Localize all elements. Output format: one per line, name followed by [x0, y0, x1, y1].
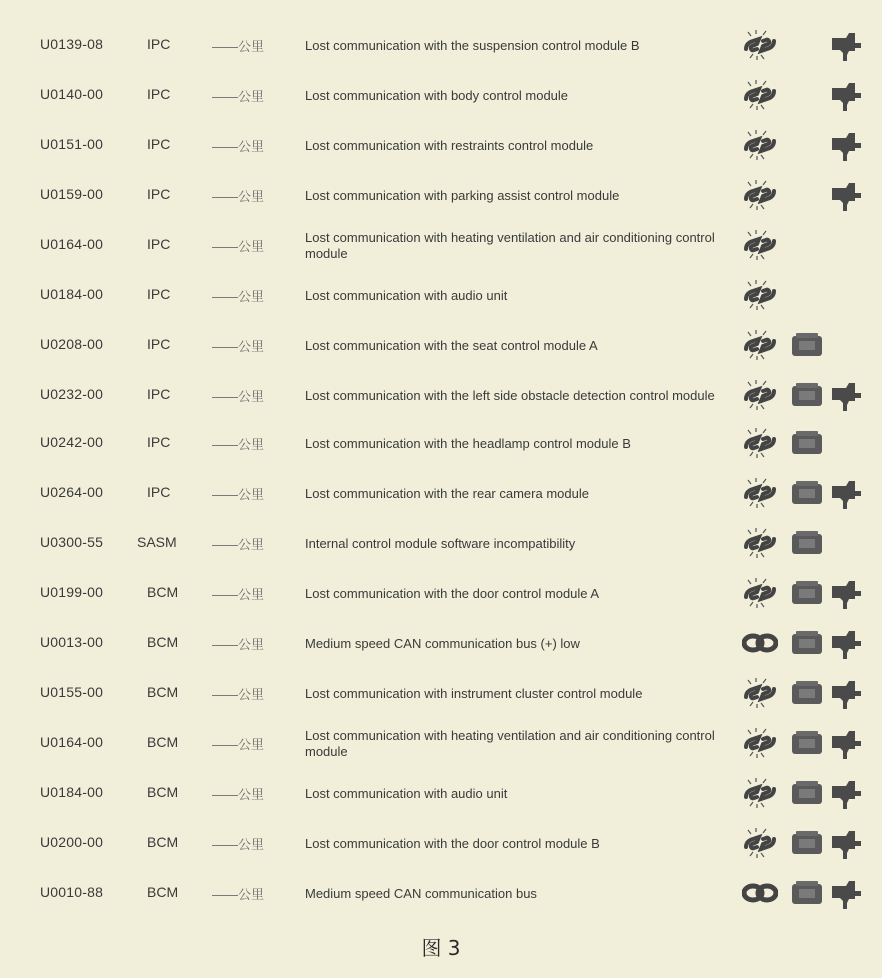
module-box-icon: [789, 627, 825, 659]
connector-pin-icon: [828, 777, 864, 809]
table-row: [0, 419, 882, 468]
dtc-description: Lost communication with heating ventilation and air conditioning control module: [305, 728, 715, 759]
distance-label: ——公里: [212, 89, 265, 104]
dtc-description: Lost communication with body control module: [305, 88, 569, 103]
dtc-description: Medium speed CAN communication bus: [305, 886, 537, 901]
table-row: [0, 819, 882, 868]
distance-label: ——公里: [212, 339, 265, 354]
connector-pin-icon: [828, 577, 864, 609]
dtc-code: U0010-88: [40, 884, 104, 900]
table-row: [0, 619, 882, 668]
module-box-icon: [789, 577, 825, 609]
module-name: BCM: [147, 784, 179, 800]
dtc-description: Lost communication with the rear camera module: [305, 486, 589, 501]
broken-link-icon: [742, 727, 778, 759]
connector-pin-icon: [828, 129, 864, 161]
module-name: SASM: [137, 534, 177, 550]
distance-label: ——公里: [212, 787, 265, 802]
dtc-description: Lost communication with instrument cluster control module: [305, 686, 643, 701]
module-name: IPC: [147, 186, 171, 202]
dtc-description: Lost communication with parking assist control module: [305, 188, 620, 203]
connector-pin-icon: [828, 79, 864, 111]
table-row: [0, 271, 882, 320]
connector-pin-icon: [828, 179, 864, 211]
dtc-description-cell: [305, 573, 745, 615]
table-row: [0, 469, 882, 518]
dtc-description-cell: [305, 523, 745, 565]
distance-label: ——公里: [212, 537, 265, 552]
dtc-description-cell: [305, 423, 745, 465]
distance-label: ——公里: [212, 437, 265, 452]
broken-link-icon: [742, 827, 778, 859]
dtc-code: U0208-00: [40, 336, 104, 352]
dtc-description-cell: [305, 125, 745, 167]
dtc-code: U0140-00: [40, 86, 104, 102]
distance-label: ——公里: [212, 837, 265, 852]
dtc-code: U0264-00: [40, 484, 104, 500]
module-name: IPC: [147, 136, 171, 152]
module-box-icon: [789, 727, 825, 759]
dtc-code: U0199-00: [40, 584, 104, 600]
connector-pin-icon: [828, 827, 864, 859]
dtc-code: U0164-00: [40, 236, 104, 252]
distance-label: ——公里: [212, 39, 265, 54]
table-row: [0, 769, 882, 818]
distance-label: ——公里: [212, 687, 265, 702]
dtc-description: Lost communication with the left side obstacle detection control module: [305, 388, 715, 403]
module-name: BCM: [147, 684, 179, 700]
module-box-icon: [789, 877, 825, 909]
dtc-description-cell: [305, 25, 745, 67]
dtc-description-cell: [305, 325, 745, 367]
dtc-description-cell: [305, 275, 745, 317]
broken-link-icon: [742, 527, 778, 559]
module-name: BCM: [147, 634, 179, 650]
module-name: IPC: [147, 36, 171, 52]
module-box-icon: [789, 329, 825, 361]
module-name: IPC: [147, 336, 171, 352]
dtc-description: Internal control module software incompatibility: [305, 536, 576, 551]
dtc-description-cell: [305, 873, 745, 915]
dtc-description: Medium speed CAN communication bus (+) low: [305, 636, 580, 651]
module-name: IPC: [147, 286, 171, 302]
broken-link-icon: [742, 279, 778, 311]
dtc-description-cell: [305, 375, 745, 417]
module-box-icon: [789, 427, 825, 459]
broken-link-icon: [742, 777, 778, 809]
table-row: [0, 21, 882, 70]
dtc-description-cell: [305, 823, 745, 865]
table-row: [0, 71, 882, 120]
module-name: BCM: [147, 834, 179, 850]
table-row: [0, 321, 882, 370]
distance-label: ——公里: [212, 239, 265, 254]
connector-pin-icon: [828, 379, 864, 411]
distance-label: ——公里: [212, 887, 265, 902]
dtc-description-cell: [305, 673, 745, 715]
connector-pin-icon: [828, 627, 864, 659]
module-box-icon: [789, 527, 825, 559]
dtc-code: U0200-00: [40, 834, 104, 850]
broken-link-icon: [742, 79, 778, 111]
module-name: IPC: [147, 484, 171, 500]
table-row: [0, 569, 882, 618]
connector-pin-icon: [828, 477, 864, 509]
dtc-code: U0184-00: [40, 286, 104, 302]
distance-label: ——公里: [212, 487, 265, 502]
dtc-description-cell: [305, 473, 745, 515]
dtc-code: U0242-00: [40, 434, 104, 450]
distance-label: ——公里: [212, 389, 265, 404]
module-name: BCM: [147, 734, 179, 750]
broken-link-icon: [742, 427, 778, 459]
module-name: BCM: [147, 584, 179, 600]
distance-label: ——公里: [212, 139, 265, 154]
figure-caption: 图 3: [421, 936, 461, 960]
table-row: [0, 221, 882, 270]
module-name: IPC: [147, 386, 171, 402]
dtc-description: Lost communication with audio unit: [305, 288, 508, 303]
dtc-code: U0155-00: [40, 684, 104, 700]
distance-label: ——公里: [212, 737, 265, 752]
module-box-icon: [789, 379, 825, 411]
broken-link-icon: [742, 577, 778, 609]
module-name: IPC: [147, 434, 171, 450]
table-row: [0, 869, 882, 918]
module-box-icon: [789, 477, 825, 509]
dtc-code: U0013-00: [40, 634, 104, 650]
distance-label: ——公里: [212, 189, 265, 204]
distance-label: ——公里: [212, 587, 265, 602]
connector-pin-icon: [828, 877, 864, 909]
broken-link-icon: [742, 129, 778, 161]
broken-link-icon: [742, 677, 778, 709]
module-box-icon: [789, 777, 825, 809]
dtc-description: Lost communication with the seat control module A: [305, 338, 598, 353]
dtc-description-cell: [305, 225, 745, 267]
dtc-description: Lost communication with the suspension control module B: [305, 38, 640, 53]
broken-link-icon: [742, 329, 778, 361]
dtc-description-cell: [305, 723, 745, 765]
dtc-code: U0300-55: [40, 534, 104, 550]
table-row: [0, 669, 882, 718]
table-row: [0, 371, 882, 420]
dtc-description-cell: [305, 75, 745, 117]
module-box-icon: [789, 827, 825, 859]
dtc-code: U0184-00: [40, 784, 104, 800]
broken-link-icon: [742, 229, 778, 261]
module-name: BCM: [147, 884, 179, 900]
connector-pin-icon: [828, 29, 864, 61]
module-box-icon: [789, 677, 825, 709]
dtc-code: U0151-00: [40, 136, 104, 152]
dtc-description: Lost communication with the headlamp control module B: [305, 436, 631, 451]
broken-link-icon: [742, 379, 778, 411]
table-row: [0, 171, 882, 220]
distance-label: ——公里: [212, 637, 265, 652]
dtc-description-cell: [305, 175, 745, 217]
dtc-description-cell: [305, 773, 745, 815]
dtc-description: Lost communication with heating ventilation and air conditioning control module: [305, 230, 715, 261]
distance-label: ——公里: [212, 289, 265, 304]
dtc-description: Lost communication with restraints control module: [305, 138, 594, 153]
broken-link-icon: [742, 179, 778, 211]
connector-pin-icon: [828, 727, 864, 759]
dtc-code: U0164-00: [40, 734, 104, 750]
connector-pin-icon: [828, 677, 864, 709]
dtc-code: U0139-08: [40, 36, 104, 52]
dtc-description-cell: [305, 623, 745, 665]
table-row: [0, 719, 882, 768]
dtc-description: Lost communication with the door control module B: [305, 836, 600, 851]
module-name: IPC: [147, 86, 171, 102]
dtc-description: Lost communication with audio unit: [305, 786, 508, 801]
module-name: IPC: [147, 236, 171, 252]
table-row: [0, 519, 882, 568]
broken-link-icon: [742, 29, 778, 61]
broken-link-icon: [742, 477, 778, 509]
dtc-code: U0232-00: [40, 386, 104, 402]
dtc-description: Lost communication with the door control module A: [305, 586, 600, 601]
chain-link-icon: [742, 877, 778, 909]
table-row: [0, 121, 882, 170]
chain-link-icon: [742, 627, 778, 659]
dtc-code: U0159-00: [40, 186, 104, 202]
